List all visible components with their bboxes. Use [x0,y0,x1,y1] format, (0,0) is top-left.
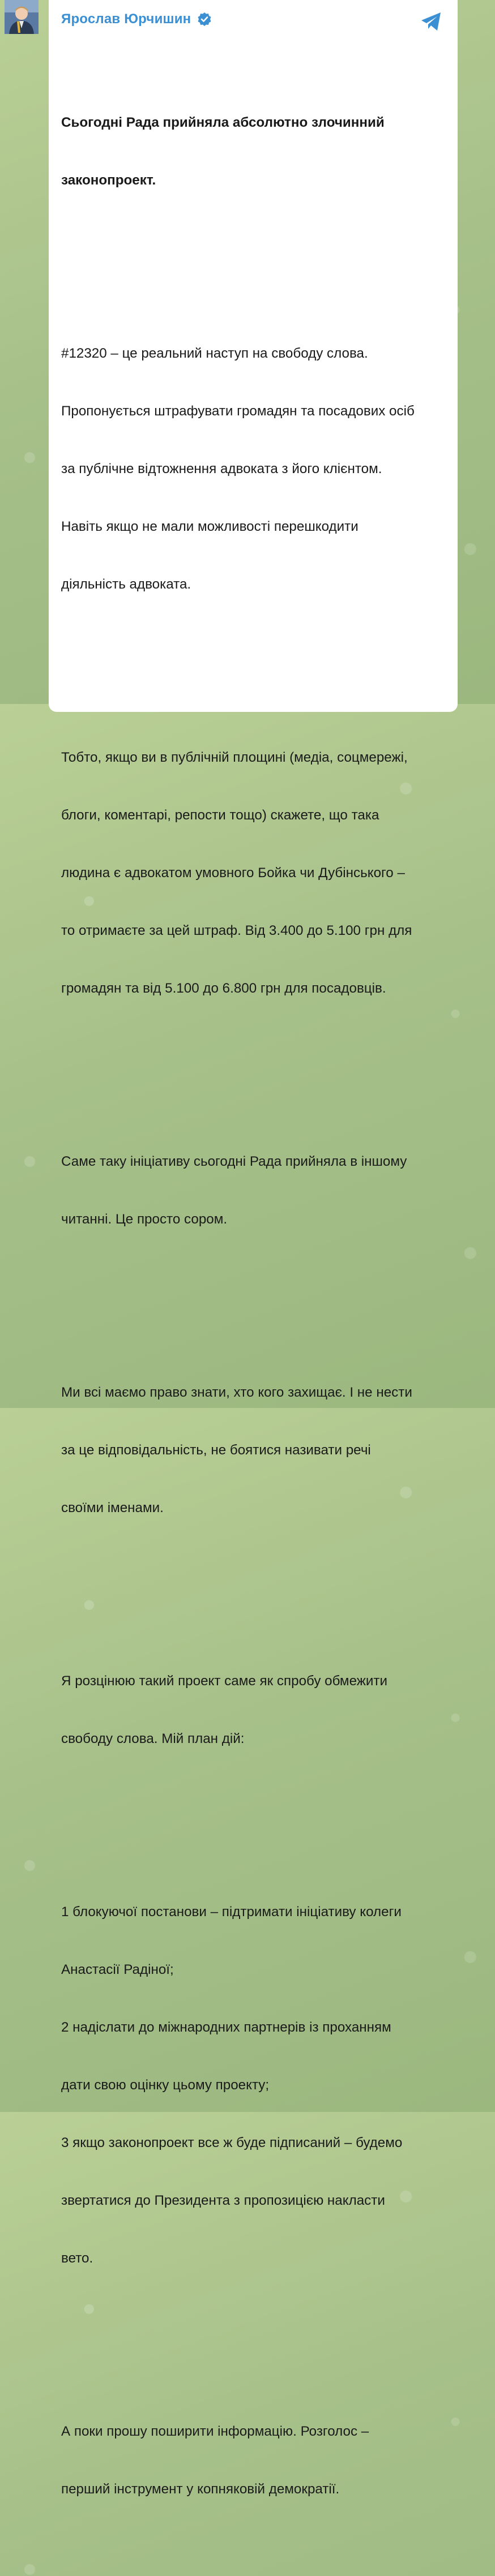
telegram-send-icon[interactable] [418,8,445,35]
paragraph [61,1114,443,1268]
verified-badge-icon [197,11,212,27]
text-line: за це відповідальність, не боятися називати речі [61,1442,371,1458]
text-line: Навіть якщо не мали можливості перешкодити [61,519,359,534]
text-line: 2 надіслати до міжнародних партнерів із проханням [61,2020,391,2035]
text-line: Пропонується штрафувати громадян та посадових осіб [61,403,415,419]
paragraph [61,710,443,1037]
text-line: читанні. Це просто сором. [61,1212,228,1227]
text-line: діяльність адвоката. [61,577,191,592]
author-avatar[interactable] [5,0,39,34]
text-line: Саме таку ініціативу сьогодні Рада прийняла в іншому [61,1154,407,1169]
text-line: Анастасії Радіної; [61,1962,174,1977]
author-name[interactable]: Ярослав Юрчишин [61,11,191,27]
text-line: громадян та від 5.100 до 6.800 грн для посадовців. [61,981,386,996]
headline-line: законопроект. [61,173,156,188]
text-line: Ми всі маємо право знати, хто кого захищає. І не нести [61,1385,412,1400]
text-line: за публічне відтожнення адвоката з його клієнтом. [61,461,382,476]
text-line: дати свою оцінку цьому проекту; [61,2077,270,2093]
text-line: людина є адвокатом умовного Бойка чи Дубінського – [61,865,405,881]
message-header [61,6,443,33]
text-line: свободу слова. Мій план дій: [61,1731,245,1746]
text-line: Я розцінюю такий проект саме як спробу обмежити [61,1673,388,1689]
text-line: вето. [61,2251,93,2266]
text-line: блоги, коментарі, репости тощо) скажете, що така [61,808,379,823]
headline-line: Сьогодні Рада прийняла абсолютно злочинний [61,115,385,130]
paragraph [61,1864,443,2307]
text-line: #12320 – це реальний наступ на свободу слова. [61,346,368,361]
message-headline [61,75,443,229]
text-line: А поки прошу поширити інформацію. Розголос – [61,2424,369,2439]
text-line: перший інструмент у копняковій демократії. [61,2481,340,2497]
paragraph [61,2384,443,2538]
text-line: то отримаєте за цей штраф. Від 3.400 до 5.100 грн для [61,923,412,938]
text-line: 3 якщо законопроект все ж буде підписаний – будемо [61,2135,403,2150]
message-text [61,36,443,2576]
paragraph [61,306,443,633]
text-line: своїми іменами. [61,1500,164,1515]
paragraph [61,1345,443,1556]
paragraph [61,1633,443,1787]
text-line: 1 блокуючої постанови – підтримати ініціативу колеги [61,1904,402,1920]
message-bubble [49,0,458,2497]
text-line: звертатися до Президента з пропозицією накласти [61,2193,385,2208]
text-line: Тобто, якщо ви в публічній площині (медіа, соцмережі, [61,750,408,765]
